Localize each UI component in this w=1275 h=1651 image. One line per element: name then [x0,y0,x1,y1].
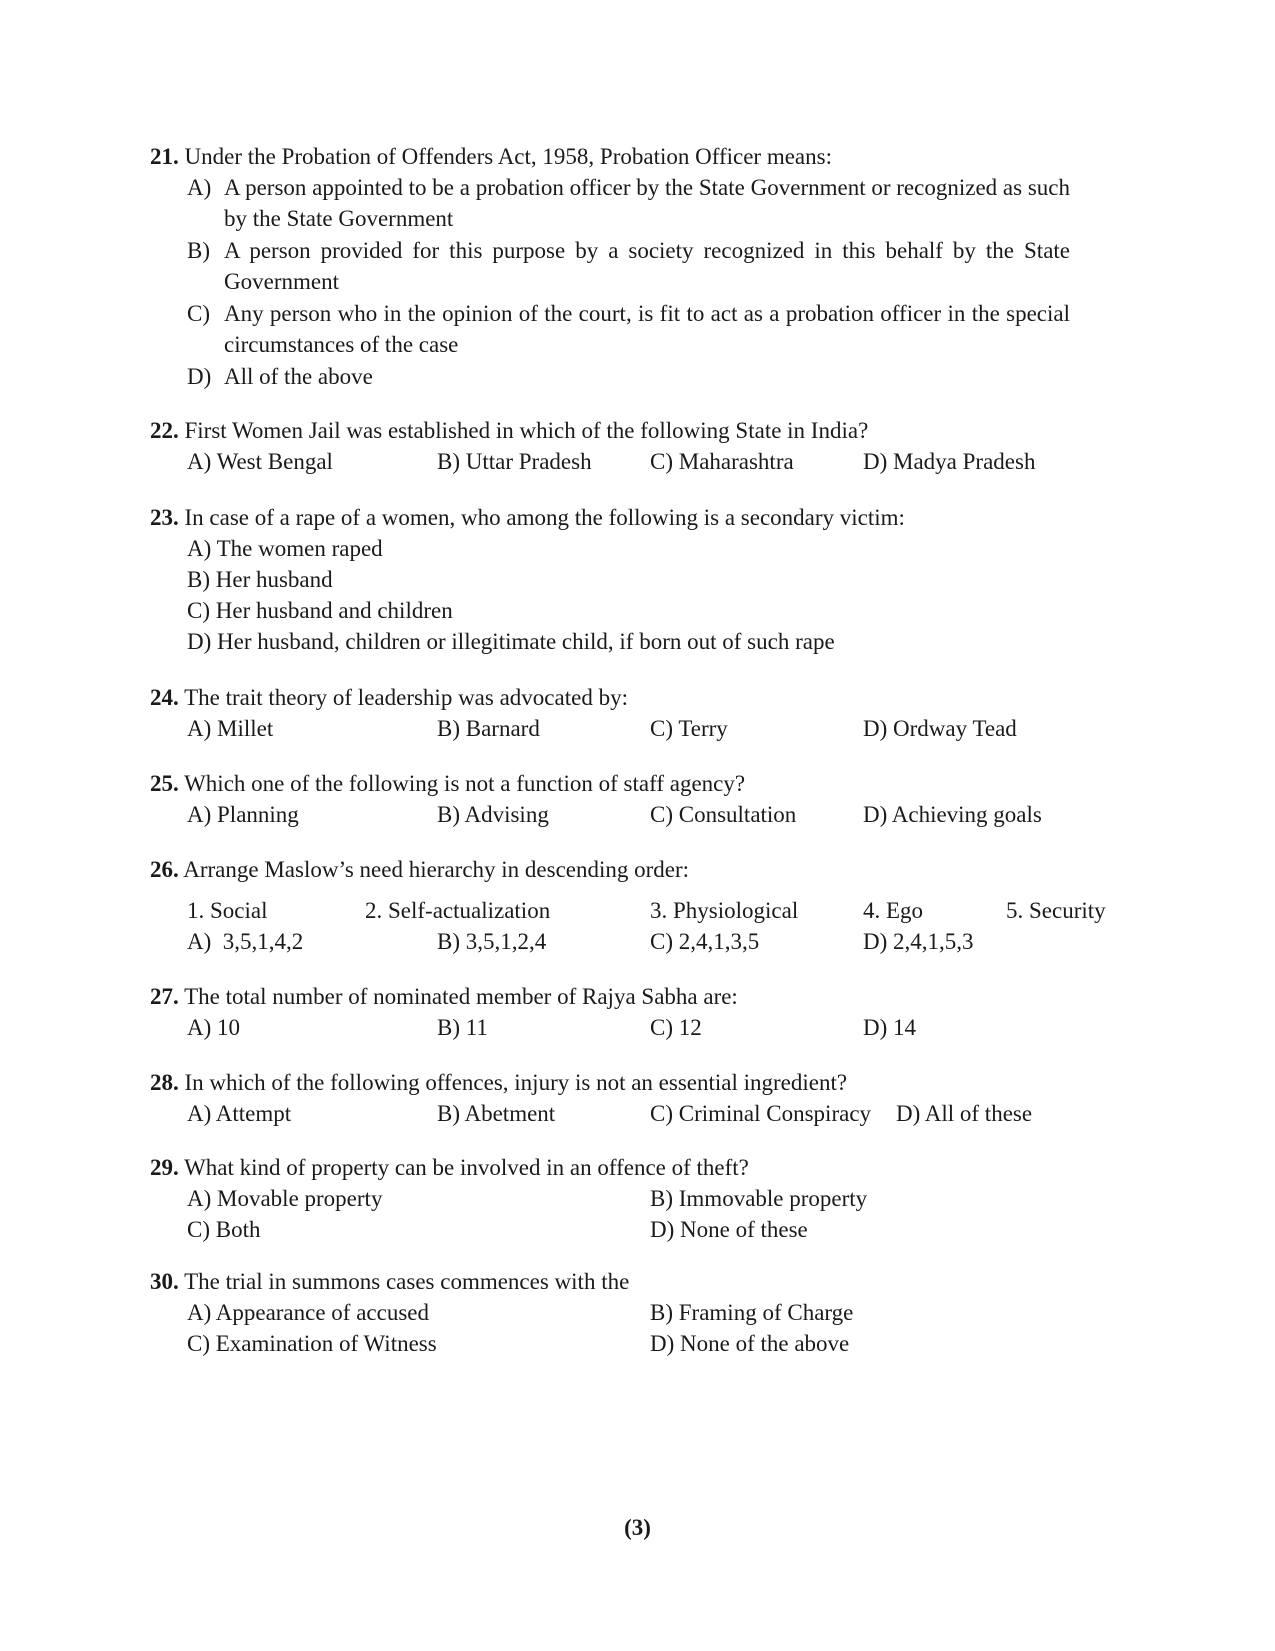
option-c: C) Maharashtra [650,449,794,474]
option-a: A) Movable property [187,1186,383,1211]
question-stem: The trait theory of leadership was advocated by: [184,685,628,710]
option-label: D) [187,364,212,389]
option-b: B) Immovable property [650,1186,868,1211]
option-text: A person appointed to be a probation officer by the State Government or recognized as such by the State Government [224,175,1070,231]
options-row [150,926,1130,957]
question-stem: In which of the following offences, injury is not an essential ingredient? [184,1070,848,1095]
question-stem: The trial in summons cases commences with the [184,1269,630,1294]
option-b: B) Her husband [187,567,333,592]
option-c: C) Consultation [650,802,797,827]
hierarchy-item: 1. Social [187,898,268,923]
option-a: A) 3,5,1,4,2 [187,929,304,954]
option-label: A) [187,175,212,200]
option-a: A) Millet [187,716,274,741]
question-27 [150,981,1130,1043]
options-row [150,1012,1130,1043]
question-stem: Arrange Maslow’s need hierarchy in descending order: [183,857,690,882]
question-number: 26. [150,857,179,882]
option-d [187,361,1070,392]
option-d: D) 14 [863,1015,917,1040]
question-stem: First Women Jail was established in which of the following State in India? [184,418,869,443]
option-d: D) All of these [896,1101,1033,1126]
option-text: All of the above [224,364,373,389]
option-a: A) The women raped [187,536,383,561]
options-row [150,1183,1130,1214]
option-b: B) Uttar Pradesh [437,449,592,474]
option-b: B) Barnard [437,716,540,741]
option-c: C) 2,4,1,3,5 [650,929,760,954]
option-a: A) Attempt [187,1101,292,1126]
question-number: 24. [150,685,179,710]
page-number: (3) [624,1515,651,1540]
question-stem: What kind of property can be involved in an offence of theft? [184,1155,749,1180]
option-b: B) Advising [437,802,549,827]
options-row [150,1328,1130,1359]
question-number: 29. [150,1155,179,1180]
option-a [187,172,1070,234]
option-d: D) Ordway Tead [863,716,1017,741]
option-d: D) None of these [650,1217,808,1242]
option-b [187,235,1070,297]
options-row [150,1098,1130,1129]
option-d: D) None of the above [650,1331,850,1356]
hierarchy-items-row [150,895,1130,926]
question-number: 23. [150,505,179,530]
option-a: A) 10 [187,1015,241,1040]
option-a: A) Appearance of accused [187,1300,430,1325]
option-c [187,298,1070,360]
option-text: A person provided for this purpose by a society recognized in this behalf by the State Government [224,238,1070,294]
question-stem: In case of a rape of a women, who among the following is a secondary victim: [184,505,905,530]
option-label: B) [187,238,210,263]
option-b: B) Framing of Charge [650,1300,854,1325]
options-row [150,713,1130,744]
option-d: D) 2,4,1,5,3 [863,929,974,954]
question-stem: Which one of the following is not a function of staff agency? [184,771,746,796]
option-d: D) Achieving goals [863,802,1042,827]
option-c: C) Both [187,1217,261,1242]
option-c: C) Her husband and children [187,598,453,623]
question-number: 27. [150,984,179,1009]
option-c: C) Examination of Witness [187,1331,437,1356]
options-row [150,1214,1130,1243]
hierarchy-item: 2. Self-actualization [365,898,551,923]
option-d: D) Madya Pradesh [863,449,1036,474]
question-number: 25. [150,771,179,796]
question-stem: The total number of nominated member of Rajya Sabha are: [184,984,738,1009]
option-c: C) Criminal Conspiracy [650,1101,872,1126]
option-a: A) West Bengal [187,449,333,474]
question-29 [150,1152,1130,1243]
question-stem: Under the Probation of Offenders Act, 1958, Probation Officer means: [184,144,832,169]
question-number: 28. [150,1070,179,1095]
option-label: C) [187,301,210,326]
question-number: 22. [150,418,179,443]
option-c: C) Terry [650,716,728,741]
question-22 [150,415,1130,477]
hierarchy-item: 3. Physiological [650,898,799,923]
question-21 [150,141,1130,392]
options-row [150,446,1130,477]
option-b: B) Abetment [437,1101,556,1126]
question-number: 21. [150,144,179,169]
question-28 [150,1067,1130,1129]
question-number: 30. [150,1269,179,1294]
option-b: B) 11 [437,1015,488,1040]
options-row [150,799,1130,830]
question-30 [150,1266,1130,1359]
question-25 [150,768,1130,830]
option-a: A) Planning [187,802,299,827]
option-b: B) 3,5,1,2,4 [437,929,547,954]
option-text: Any person who in the opinion of the court, is fit to act as a probation officer in the special circumstances of the case [224,301,1070,357]
option-d: D) Her husband, children or illegitimate child, if born out of such rape [187,629,835,654]
hierarchy-item: 5. Security [1006,898,1106,923]
question-26 [150,854,1130,957]
option-c: C) 12 [650,1015,702,1040]
hierarchy-item: 4. Ego [863,898,924,923]
question-24 [150,682,1130,744]
options-row [150,1297,1130,1328]
question-23 [150,502,1130,657]
